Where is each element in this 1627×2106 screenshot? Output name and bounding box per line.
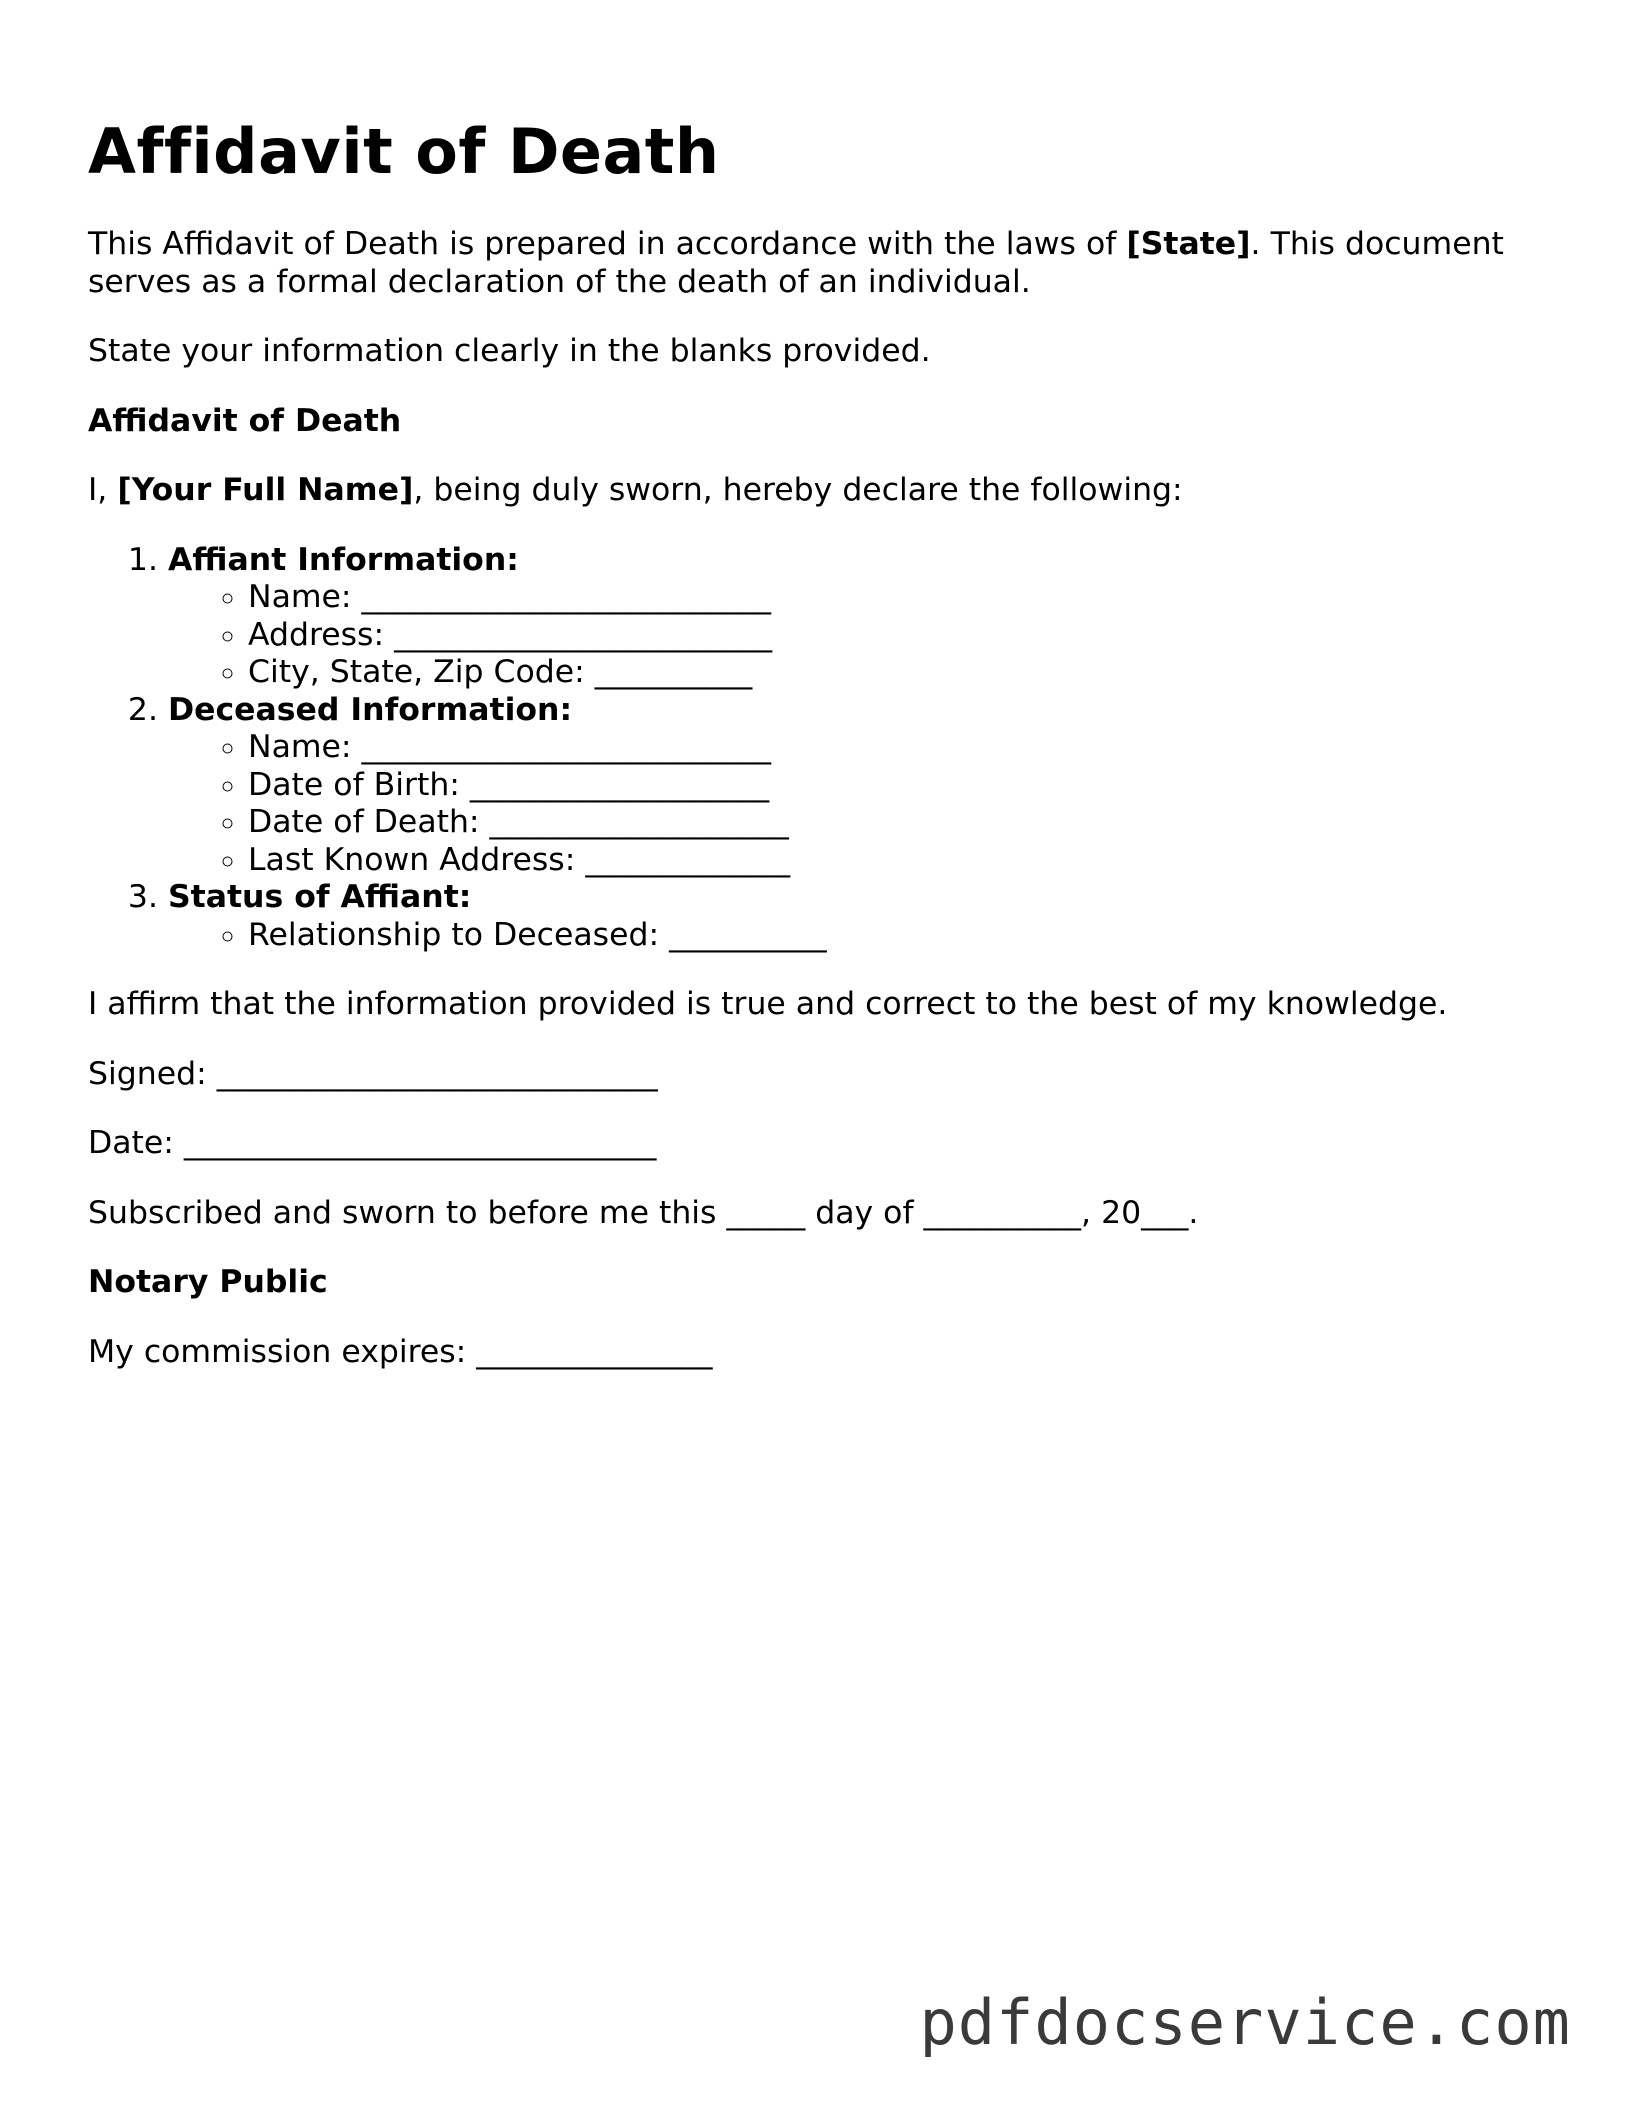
section-heading: Deceased Information: [168,691,573,728]
field-list [168,729,1548,879]
notary-heading: Notary Public [88,1264,328,1300]
instruction-text: State your information clearly in the blanks provided. [88,333,931,369]
field-date-of-birth[interactable]: ◦ Date of Birth: ___________________ [248,767,1548,805]
declaration-before: I, [88,472,118,508]
field-deceased-name[interactable]: ◦ Name: __________________________ [248,729,1548,767]
section-subtitle: Affidavit of Death [88,402,402,439]
field-list [168,579,1548,692]
section-status-of-affiant [168,879,1548,954]
declaration-sections [88,542,1548,955]
field-list [168,917,1548,955]
commission-expiry-field[interactable]: My commission expires: _______________ [88,1333,713,1370]
name-placeholder: [Your Full Name] [117,472,414,508]
field-last-known-address[interactable]: ◦ Last Known Address: _____________ [248,842,1548,880]
signature-field[interactable]: Signed: ____________________________ [88,1055,658,1092]
document-title: Affidavit of Death [88,115,720,188]
section-heading: Affiant Information: [168,541,519,578]
declaration-paragraph [88,472,1548,510]
field-affiant-city-state-zip[interactable]: ◦ City, State, Zip Code: __________ [248,654,1548,692]
field-date-of-death[interactable]: ◦ Date of Death: ___________________ [248,804,1548,842]
declaration-after: , being duly sworn, hereby declare the following: [413,472,1183,508]
section-deceased-information [168,692,1548,880]
intro-text-before: This Affidavit of Death is prepared in accordance with the laws of [88,226,1127,262]
intro-text-after: . This document serves as a formal declaration of the death of an individual. [88,226,1504,300]
date-field[interactable]: Date: ______________________________ [88,1125,657,1161]
field-relationship-to-deceased[interactable]: ◦ Relationship to Deceased: __________ [248,917,1548,955]
section-affiant-information [168,542,1548,692]
field-affiant-name[interactable]: ◦ Name: __________________________ [248,579,1548,617]
document-page [88,108,1548,1403]
sworn-statement[interactable]: Subscribed and sworn to before me this _____ day of __________, 20___. [88,1194,1199,1231]
field-affiant-address[interactable]: ◦ Address: ________________________ [248,617,1548,655]
section-heading: Status of Affiant: [168,879,472,915]
state-placeholder: [State] [1126,226,1251,262]
intro-paragraph [88,226,1548,301]
watermark-text: pdfdocservice.com [919,1986,1571,2059]
affirmation-text: I affirm that the information provided is true and correct to the best of my knowledge. [88,986,1448,1022]
